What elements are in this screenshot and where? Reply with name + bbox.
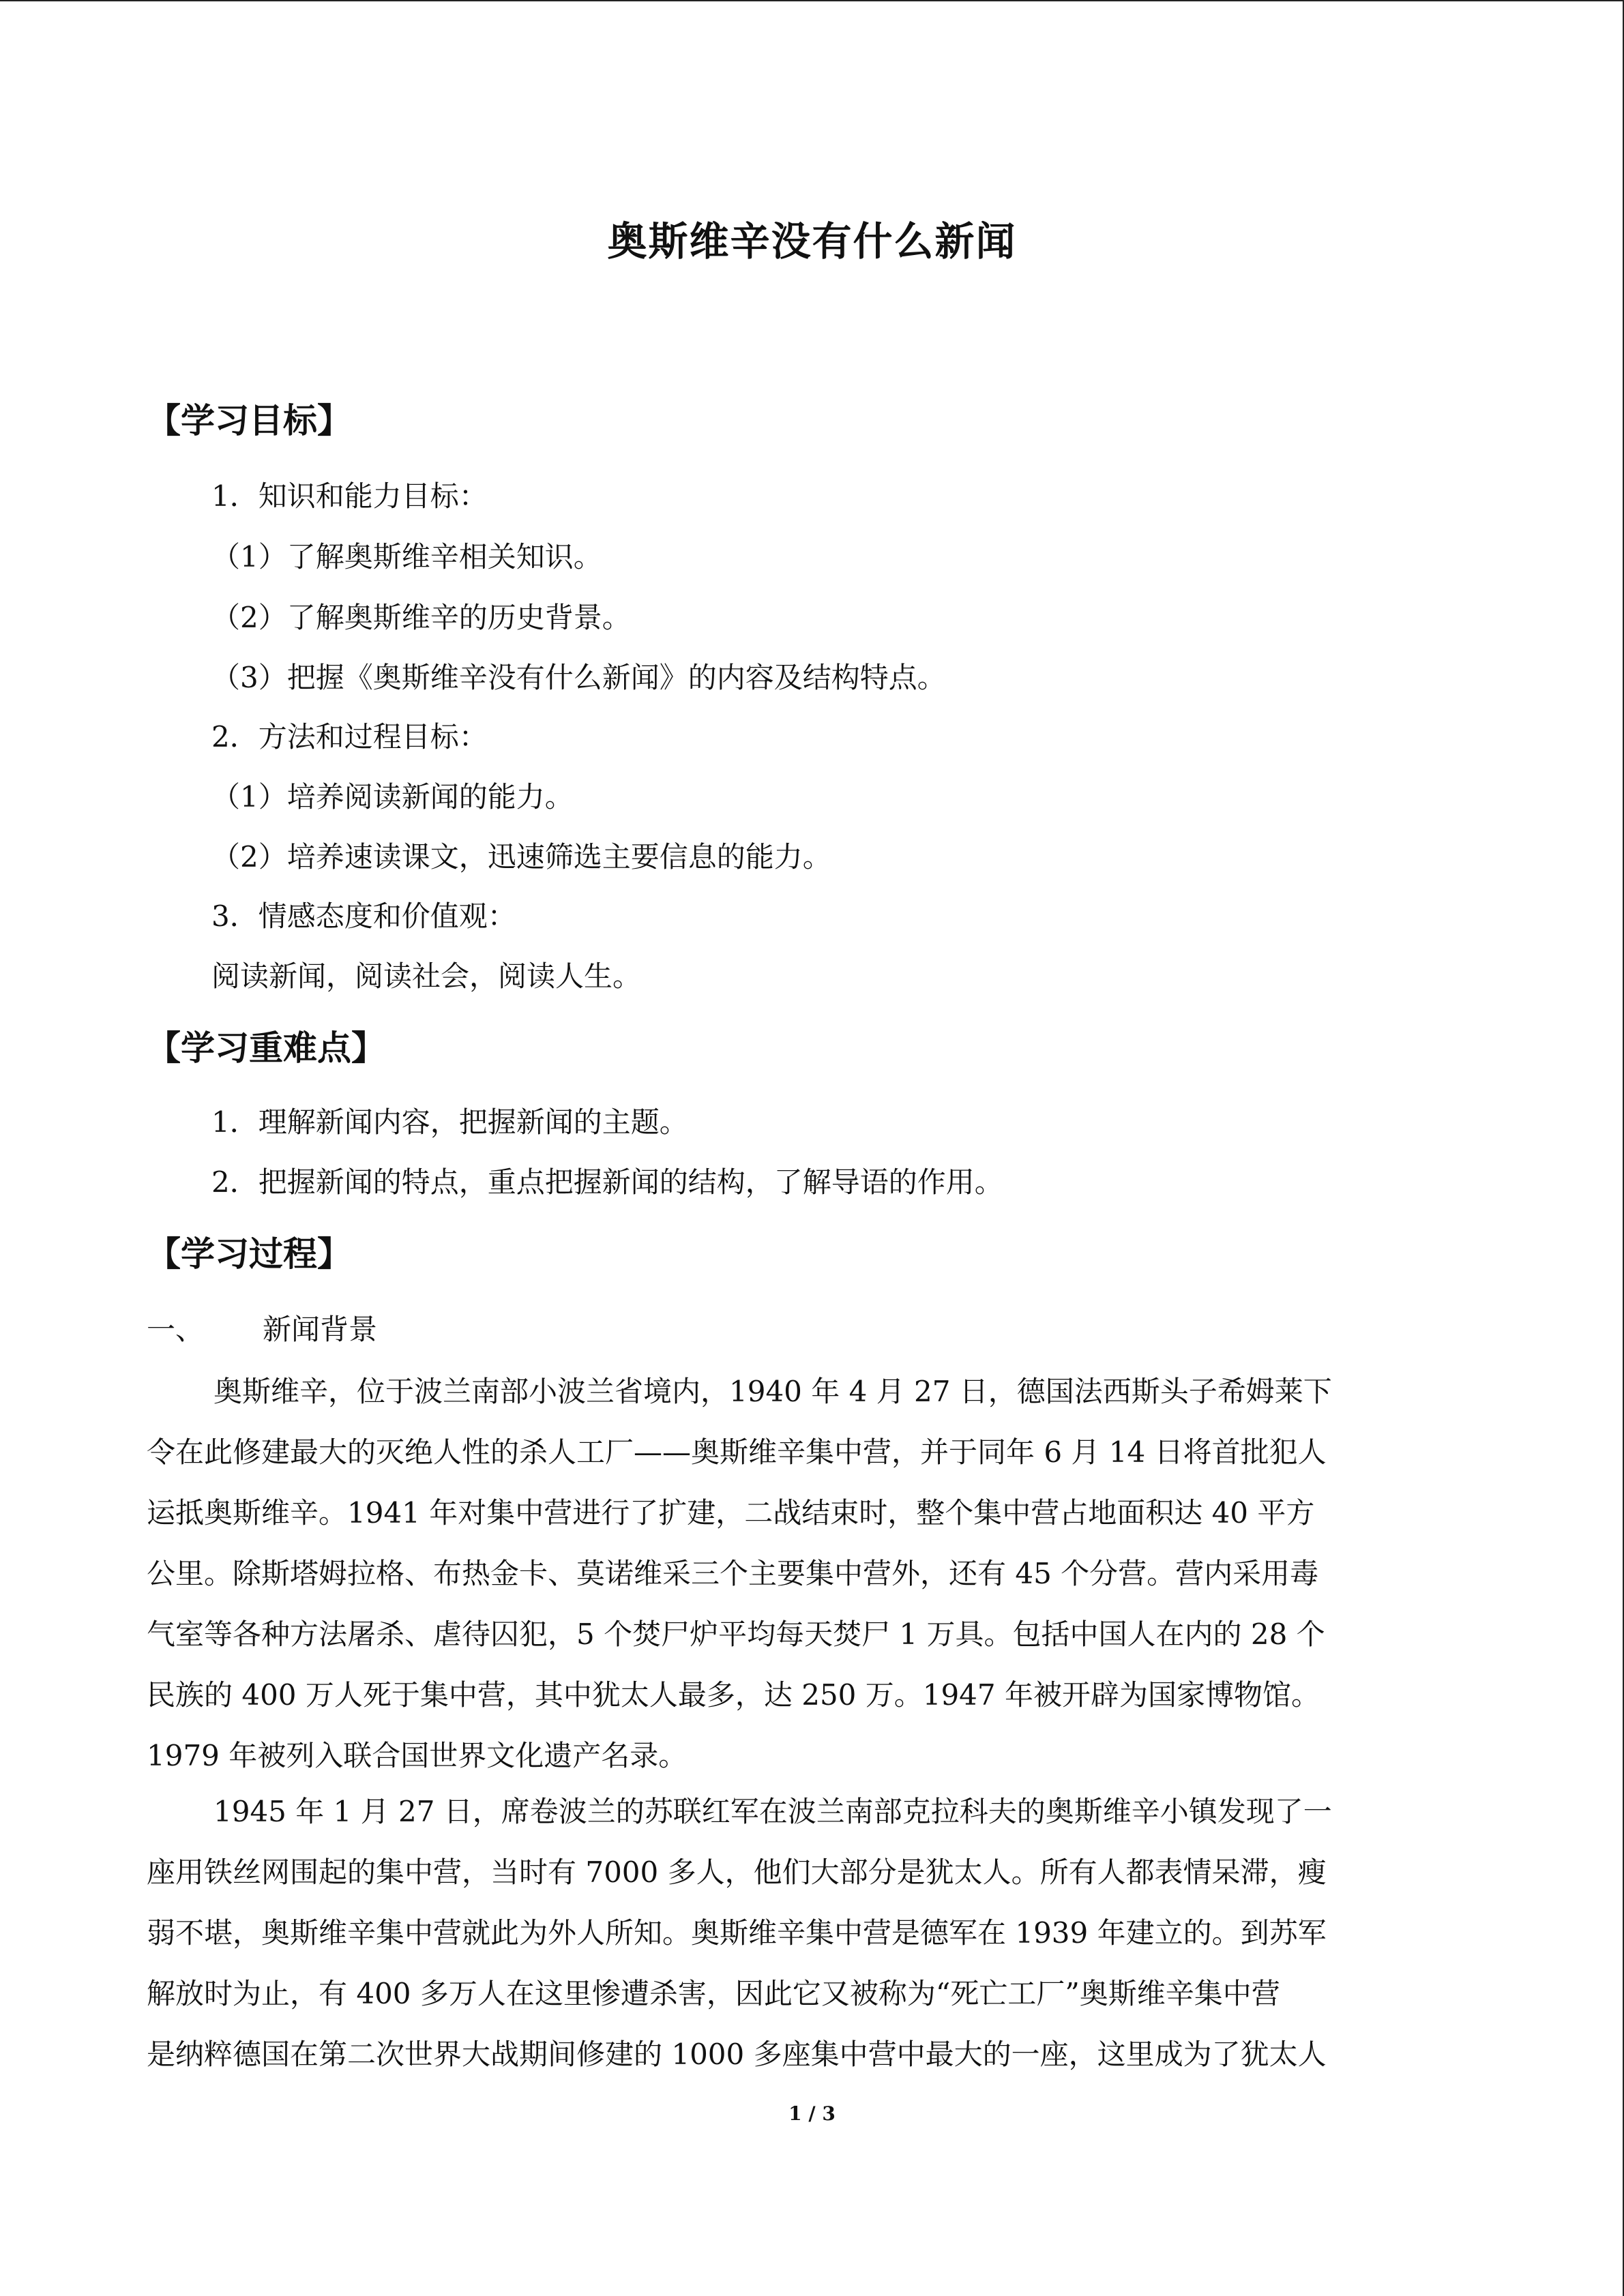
paragraph-line: 座用铁丝网围起的集中营，当时有 7000 多人，他们大部分是犹太人。所有人都表情呆滞，瘦 [147, 1855, 1327, 1889]
objective-line: 3．情感态度和价值观： [211, 899, 516, 933]
process-heading: 【学习过程】 [147, 1234, 351, 1274]
page-number: 1 / 3 [788, 2102, 836, 2125]
subsection-number: 一、 [147, 1313, 205, 1346]
paragraph-line: 弱不堪，奥斯维辛集中营就此为外人所知。奥斯维辛集中营是德军在 1939 年建立的。到苏军 [147, 1916, 1327, 1950]
paragraph-line: 运抵奥斯维辛。1941 年对集中营进行了扩建，二战结束时，整个集中营占地面积达 40 平方 [147, 1496, 1315, 1530]
key-point-line: 1．理解新闻内容，把握新闻的主题。 [211, 1105, 688, 1139]
subsection-title: 新闻背景 [263, 1313, 378, 1346]
paragraph-line: 奥斯维辛，位于波兰南部小波兰省境内，1940 年 4 月 27 日，德国法西斯头子希姆莱下 [213, 1375, 1332, 1408]
objective-line: （1）培养阅读新闻的能力。 [211, 780, 574, 814]
background-paragraph-1 [147, 1361, 1473, 1786]
objective-line: （3）把握《奥斯维辛没有什么新闻》的内容及结构特点。 [211, 661, 946, 694]
paragraph-line: 民族的 400 万人死于集中营，其中犹太人最多，达 250 万。1947 年被开辟为国家博物馆。 [147, 1678, 1320, 1712]
background-subheading [147, 1309, 377, 1350]
objective-line: （2）了解奥斯维辛的历史背景。 [211, 601, 631, 634]
key-point-line: 2．把握新闻的特点，重点把握新闻的结构，了解导语的作用。 [211, 1165, 1003, 1199]
background-paragraph-2 [147, 1781, 1473, 2085]
objective-line: 阅读新闻，阅读社会，阅读人生。 [211, 959, 642, 993]
document-title: 奥斯维辛没有什么新闻 [607, 218, 1017, 265]
paragraph-line: 是纳粹德国在第二次世界大战期间修建的 1000 多座集中营中最大的一座，这里成为了犹太人 [147, 2038, 1327, 2071]
objective-line: 2．方法和过程目标： [211, 720, 488, 754]
objective-line: （2）培养速读课文，迅速筛选主要信息的能力。 [211, 840, 831, 874]
paragraph-line: 令在此修建最大的灭绝人性的杀人工厂——奥斯维辛集中营，并于同年 6 月 14 日将首批犯人 [147, 1435, 1327, 1469]
paragraph-line: 解放时为止，有 400 多万人在这里惨遭杀害，因此它又被称为“死亡工厂”奥斯维辛集中营 [147, 1977, 1280, 2010]
key-points-heading: 【学习重难点】 [147, 1028, 385, 1068]
paragraph-line: 气室等各种方法屠杀、虐待囚犯，5 个焚尸炉平均每天焚尸 1 万具。包括中国人在内的 28 个 [147, 1617, 1325, 1651]
paragraph-line: 公里。除斯塔姆拉格、布热金卡、莫诺维采三个主要集中营外，还有 45 个分营。营内采用毒 [147, 1557, 1319, 1590]
objectives-heading: 【学习目标】 [147, 401, 351, 441]
objective-line: 1．知识和能力目标： [211, 479, 488, 513]
objective-line: （1）了解奥斯维辛相关知识。 [211, 540, 602, 573]
paragraph-line: 1945 年 1 月 27 日，席卷波兰的苏联红军在波兰南部克拉科夫的奥斯维辛小镇发现了一 [213, 1795, 1332, 1828]
paragraph-line: 1979 年被列入联合国世界文化遗产名录。 [147, 1739, 688, 1772]
